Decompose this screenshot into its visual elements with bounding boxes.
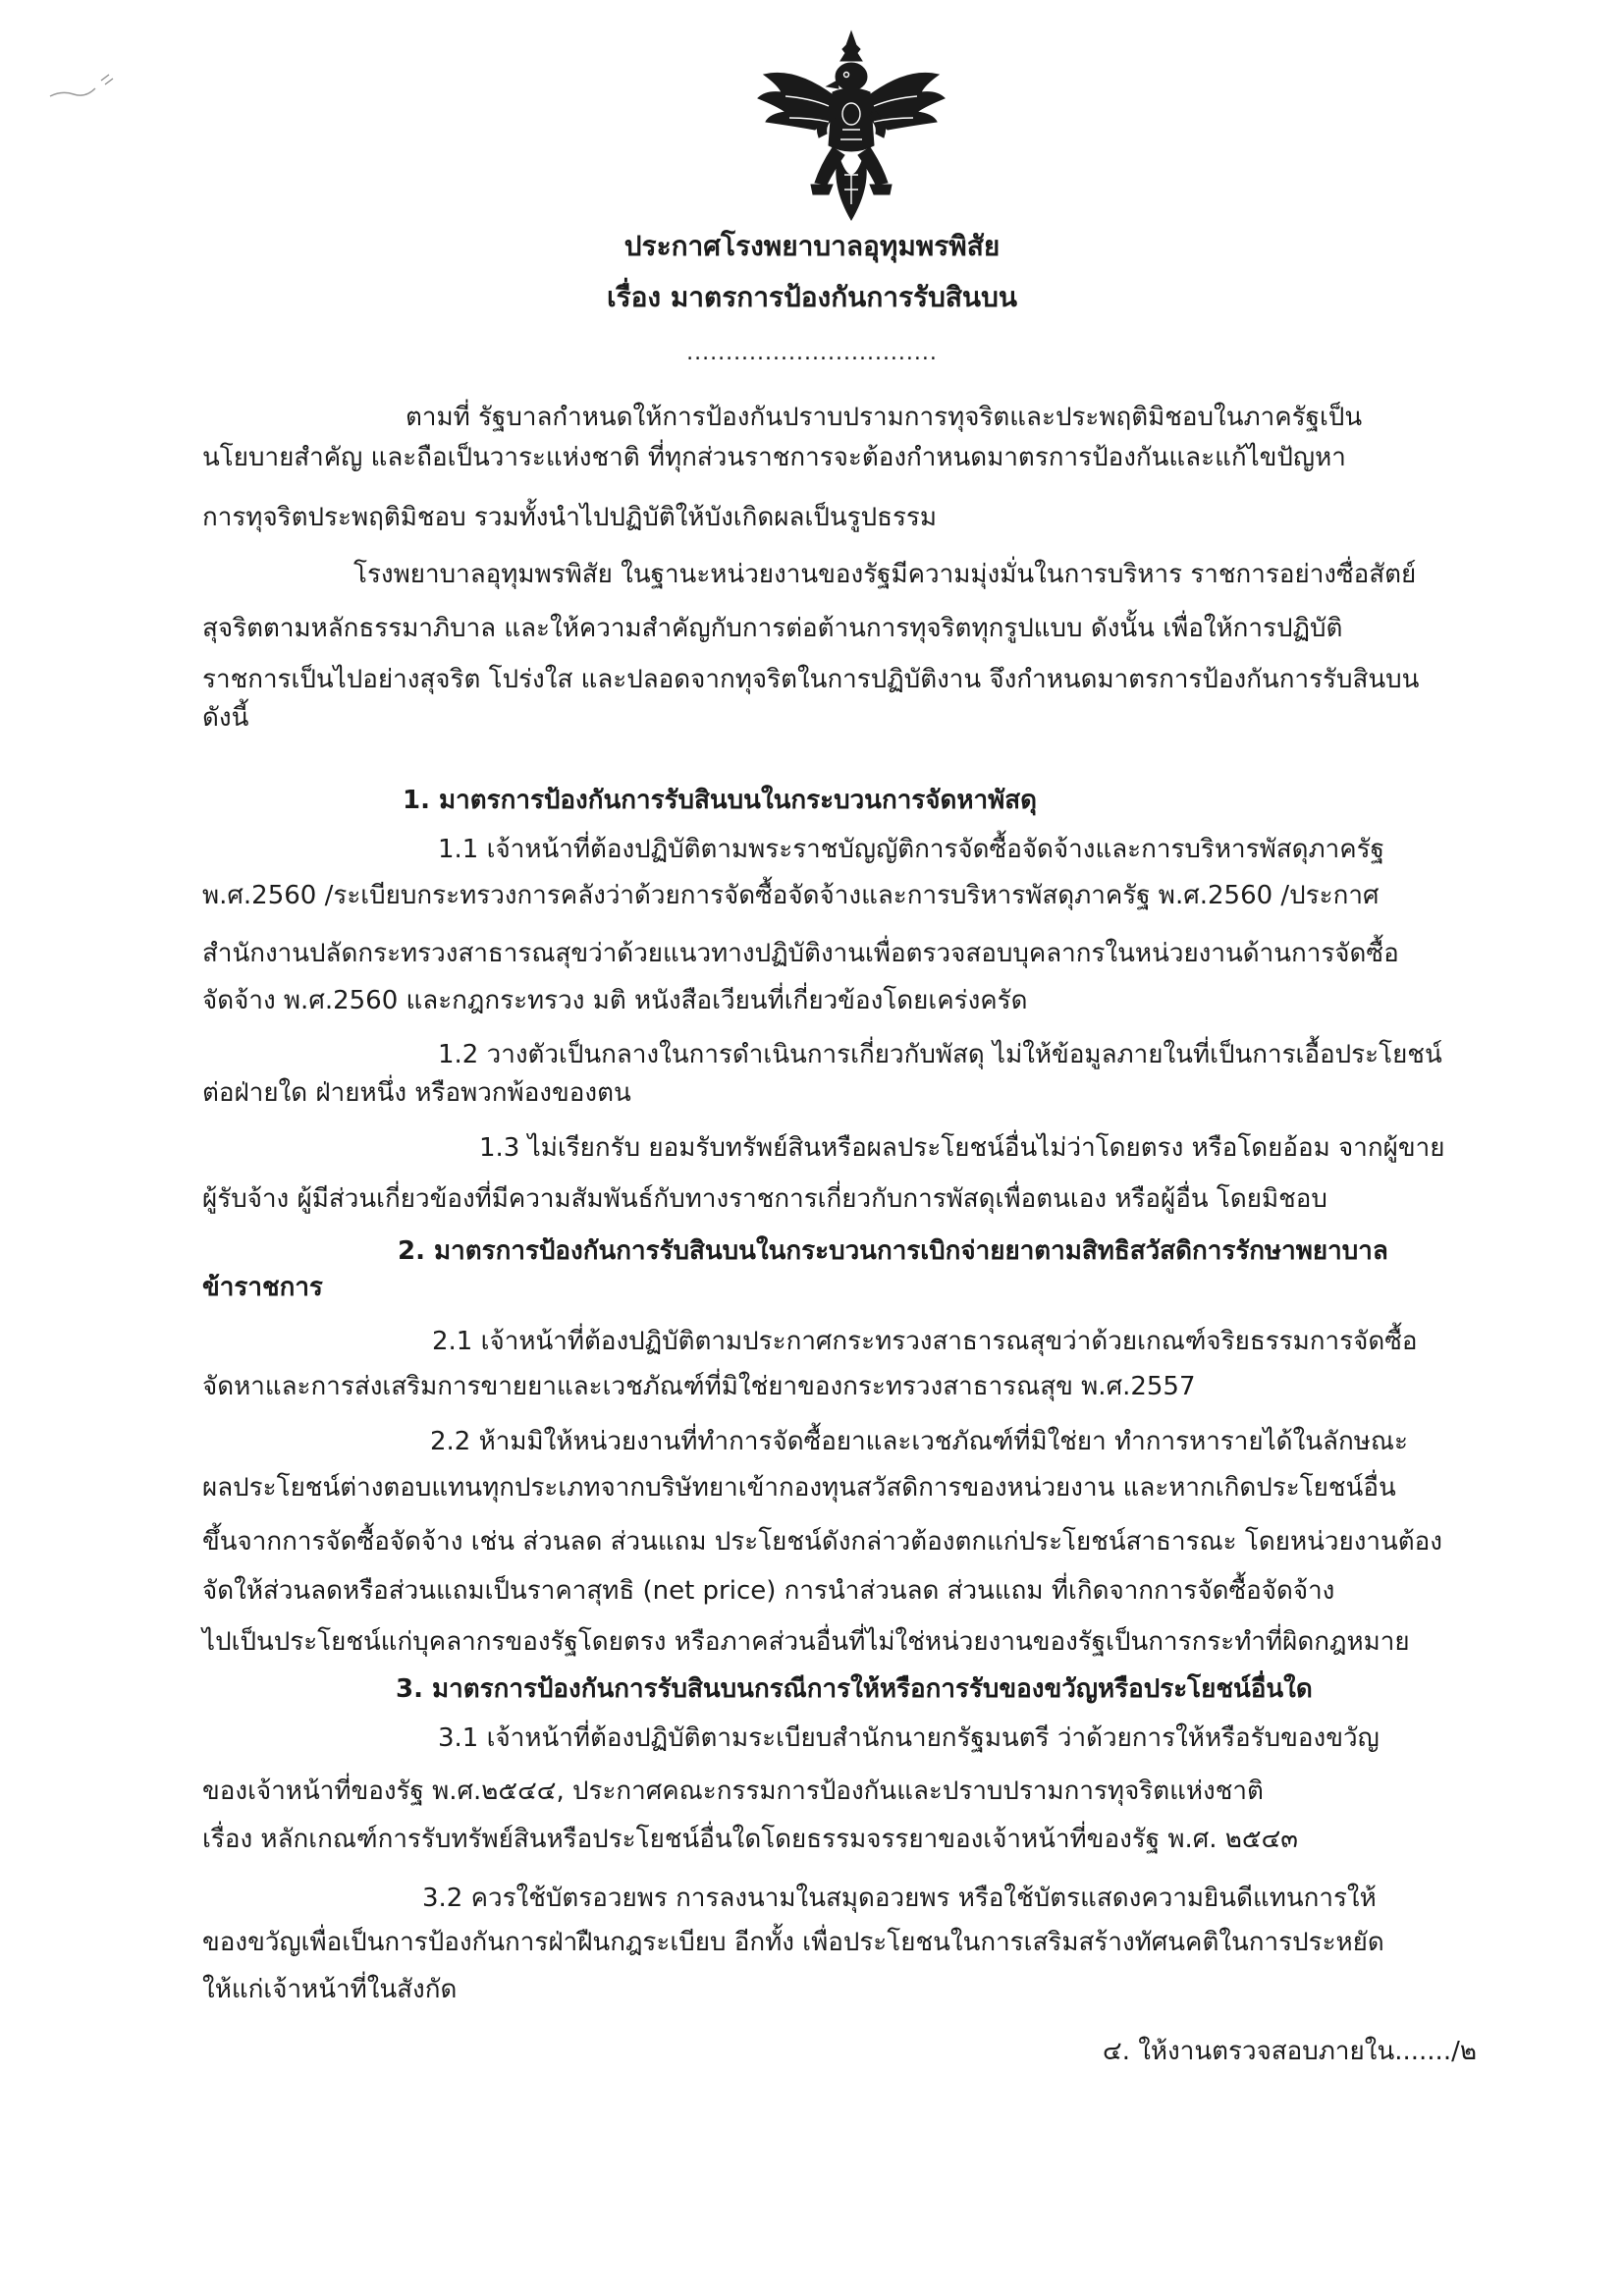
body-line: พ.ศ.2560 /ระเบียบกระทรวงการคลังว่าด้วยการจัดซื้อจัดจ้างและการบริหารพัสดุภาครัฐ พ.ศ.2560 /ประกาศ [202,881,1380,910]
body-line: 1.3 ไม่เรียกรับ ยอมรับทรัพย์สินหรือผลประโยชน์อื่นไม่ว่าโดยตรง หรือโดยอ้อม จากผู้ขาย [479,1133,1445,1163]
body-line: ของเจ้าหน้าที่ของรัฐ พ.ศ.๒๕๔๔, ประกาศคณะกรรมการป้องกันและปราบปรามการทุจริตแห่งชาติ [202,1777,1264,1806]
body-line: ของขวัญเพื่อเป็นการป้องกันการฝ่าฝืนกฎระเบียบ อีกทั้ง เพื่อประโยชนในการเสริมสร้างทัศนคติในการประหยัด [202,1928,1384,1957]
section-heading: 2. มาตรการป้องกันการรับสินบนในกระบวนการเบิกจ่ายยาตามสิทธิสวัสดิการรักษาพยาบาล [398,1236,1388,1266]
announcement-title: ประกาศโรงพยาบาลอุทุมพรพิสัย [623,230,1001,262]
body-line: ขึ้นจากการจัดซื้อจัดจ้าง เช่น ส่วนลด ส่วนแถม ประโยชน์ดังกล่าวต้องตกแก่ประโยชน์สาธารณะ โดยหน่วยงานต้อง [202,1527,1442,1557]
body-line: จัดให้ส่วนลดหรือส่วนแถมเป็นราคาสุทธิ (net price) การนำส่วนลด ส่วนแถม ที่เกิดจากการจัดซื้อจัดจ้าง [202,1576,1335,1606]
body-line: ผู้รับจ้าง ผู้มีส่วนเกี่ยวข้องที่มีความสัมพันธ์กับทางราชการเกี่ยวกับการพัสดุเพื่อตนเอง หรือผู้อื่น โดยมิชอบ [202,1184,1327,1214]
garuda-emblem [756,27,947,224]
body-line: 3.2 ควรใช้บัตรอวยพร การลงนามในสมุดอวยพร หรือใช้บัตรแสดงความยินดีแทนการให้ [422,1884,1377,1913]
body-line: การทุจริตประพฤติมิชอบ รวมทั้งนำไปปฏิบัติให้บังเกิดผลเป็นรูปธรรม [202,503,938,532]
body-line: ดังนี้ [202,703,249,733]
body-line: 3.1 เจ้าหน้าที่ต้องปฏิบัติตามระเบียบสำนักนายกรัฐมนตรี ว่าด้วยการให้หรือรับของขวัญ [438,1723,1380,1753]
body-line: 1.2 วางตัวเป็นกลางในการดำเนินการเกี่ยวกับพัสดุ ไม่ให้ข้อมูลภายในที่เป็นการเอื้อประโยชน์ [438,1040,1442,1069]
title-divider: ................................ [686,341,938,365]
continuation-marker: ๔. ให้งานตรวจสอบภายใน......./๒ [1103,2037,1477,2066]
scan-smudge-mark [44,69,123,108]
body-line: ไปเป็นประโยชน์แก่บุคลากรของรัฐโดยตรง หรือภาคส่วนอื่นที่ไม่ใช่หน่วยงานของรัฐเป็นการกระทำที่ผิดกฎหมาย [202,1627,1410,1657]
body-line: ตามที่ รัฐบาลกำหนดให้การป้องกันปราบปรามการทุจริตและประพฤติมิชอบในภาครัฐเป็น [406,403,1363,432]
body-line: สำนักงานปลัดกระทรวงสาธารณสุขว่าด้วยแนวทางปฏิบัติงานเพื่อตรวจสอบบุคลากรในหน่วยงานด้านการจัดซื้อ [202,939,1399,968]
section-heading-continued: ข้าราชการ [202,1273,323,1302]
body-line: โรงพยาบาลอุทุมพรพิสัย ในฐานะหน่วยงานของรัฐมีความมุ่งมั่นในการบริหาร ราชการอย่างซื่อสัตย์ [353,560,1417,589]
body-line: นโยบายสำคัญ และถือเป็นวาระแห่งชาติ ที่ทุกส่วนราชการจะต้องกำหนดมาตรการป้องกันและแก้ไขปัญหา [202,443,1346,472]
announcement-subject: เรื่อง มาตรการป้องกันการรับสินบน [607,281,1017,313]
body-line: ราชการเป็นไปอย่างสุจริต โปร่งใส และปลอดจากทุจริตในการปฏิบัติงาน จึงกำหนดมาตรการป้องกันการรับสินบน [202,665,1420,694]
body-line: 2.2 ห้ามมิให้หน่วยงานที่ทำการจัดซื้อยาและเวชภัณฑ์ที่มิใช่ยา ทำการหารายได้ในลักษณะ [430,1427,1408,1456]
body-line: ต่อฝ่ายใด ฝ่ายหนึ่ง หรือพวกพ้องของตน [202,1078,631,1108]
body-line: เรื่อง หลักเกณฑ์การรับทรัพย์สินหรือประโยชน์อื่นใดโดยธรรมจรรยาของเจ้าหน้าที่ของรัฐ พ.ศ. ๒๕๔๓ [202,1825,1299,1854]
body-line: จัดจ้าง พ.ศ.2560 และกฎกระทรวง มติ หนังสือเวียนที่เกี่ยวข้องโดยเคร่งครัด [202,986,1028,1015]
body-line: จัดหาและการส่งเสริมการขายยาและเวชภัณฑ์ที่มิใช่ยาของกระทรวงสาธารณสุข พ.ศ.2557 [202,1372,1196,1401]
body-line: 1.1 เจ้าหน้าที่ต้องปฏิบัติตามพระราชบัญญัติการจัดซื้อจัดจ้างและการบริหารพัสดุภาครัฐ [438,835,1384,864]
body-line: 2.1 เจ้าหน้าที่ต้องปฏิบัติตามประกาศกระทรวงสาธารณสุขว่าด้วยเกณฑ์จริยธรรมการจัดซื้อ [432,1327,1418,1356]
section-heading: 1. มาตรการป้องกันการรับสินบนในกระบวนการจัดหาพัสดุ [403,786,1038,815]
body-line: ผลประโยชน์ต่างตอบแทนทุกประเภทจากบริษัทยาเข้ากองทุนสวัสดิการของหน่วยงาน และหากเกิดประโยชน์อื่น [202,1473,1396,1503]
section-heading: 3. มาตรการป้องกันการรับสินบนกรณีการให้หรือการรับของขวัญหรือประโยชน์อื่นใด [396,1674,1313,1704]
body-line: สุจริตตามหลักธรรมาภิบาล และให้ความสำคัญกับการต่อต้านการทุจริตทุกรูปแบบ ดังนั้น เพื่อให้การปฏิบัติ [202,614,1343,643]
body-line: ให้แก่เจ้าหน้าที่ในสังกัด [202,1975,458,2004]
